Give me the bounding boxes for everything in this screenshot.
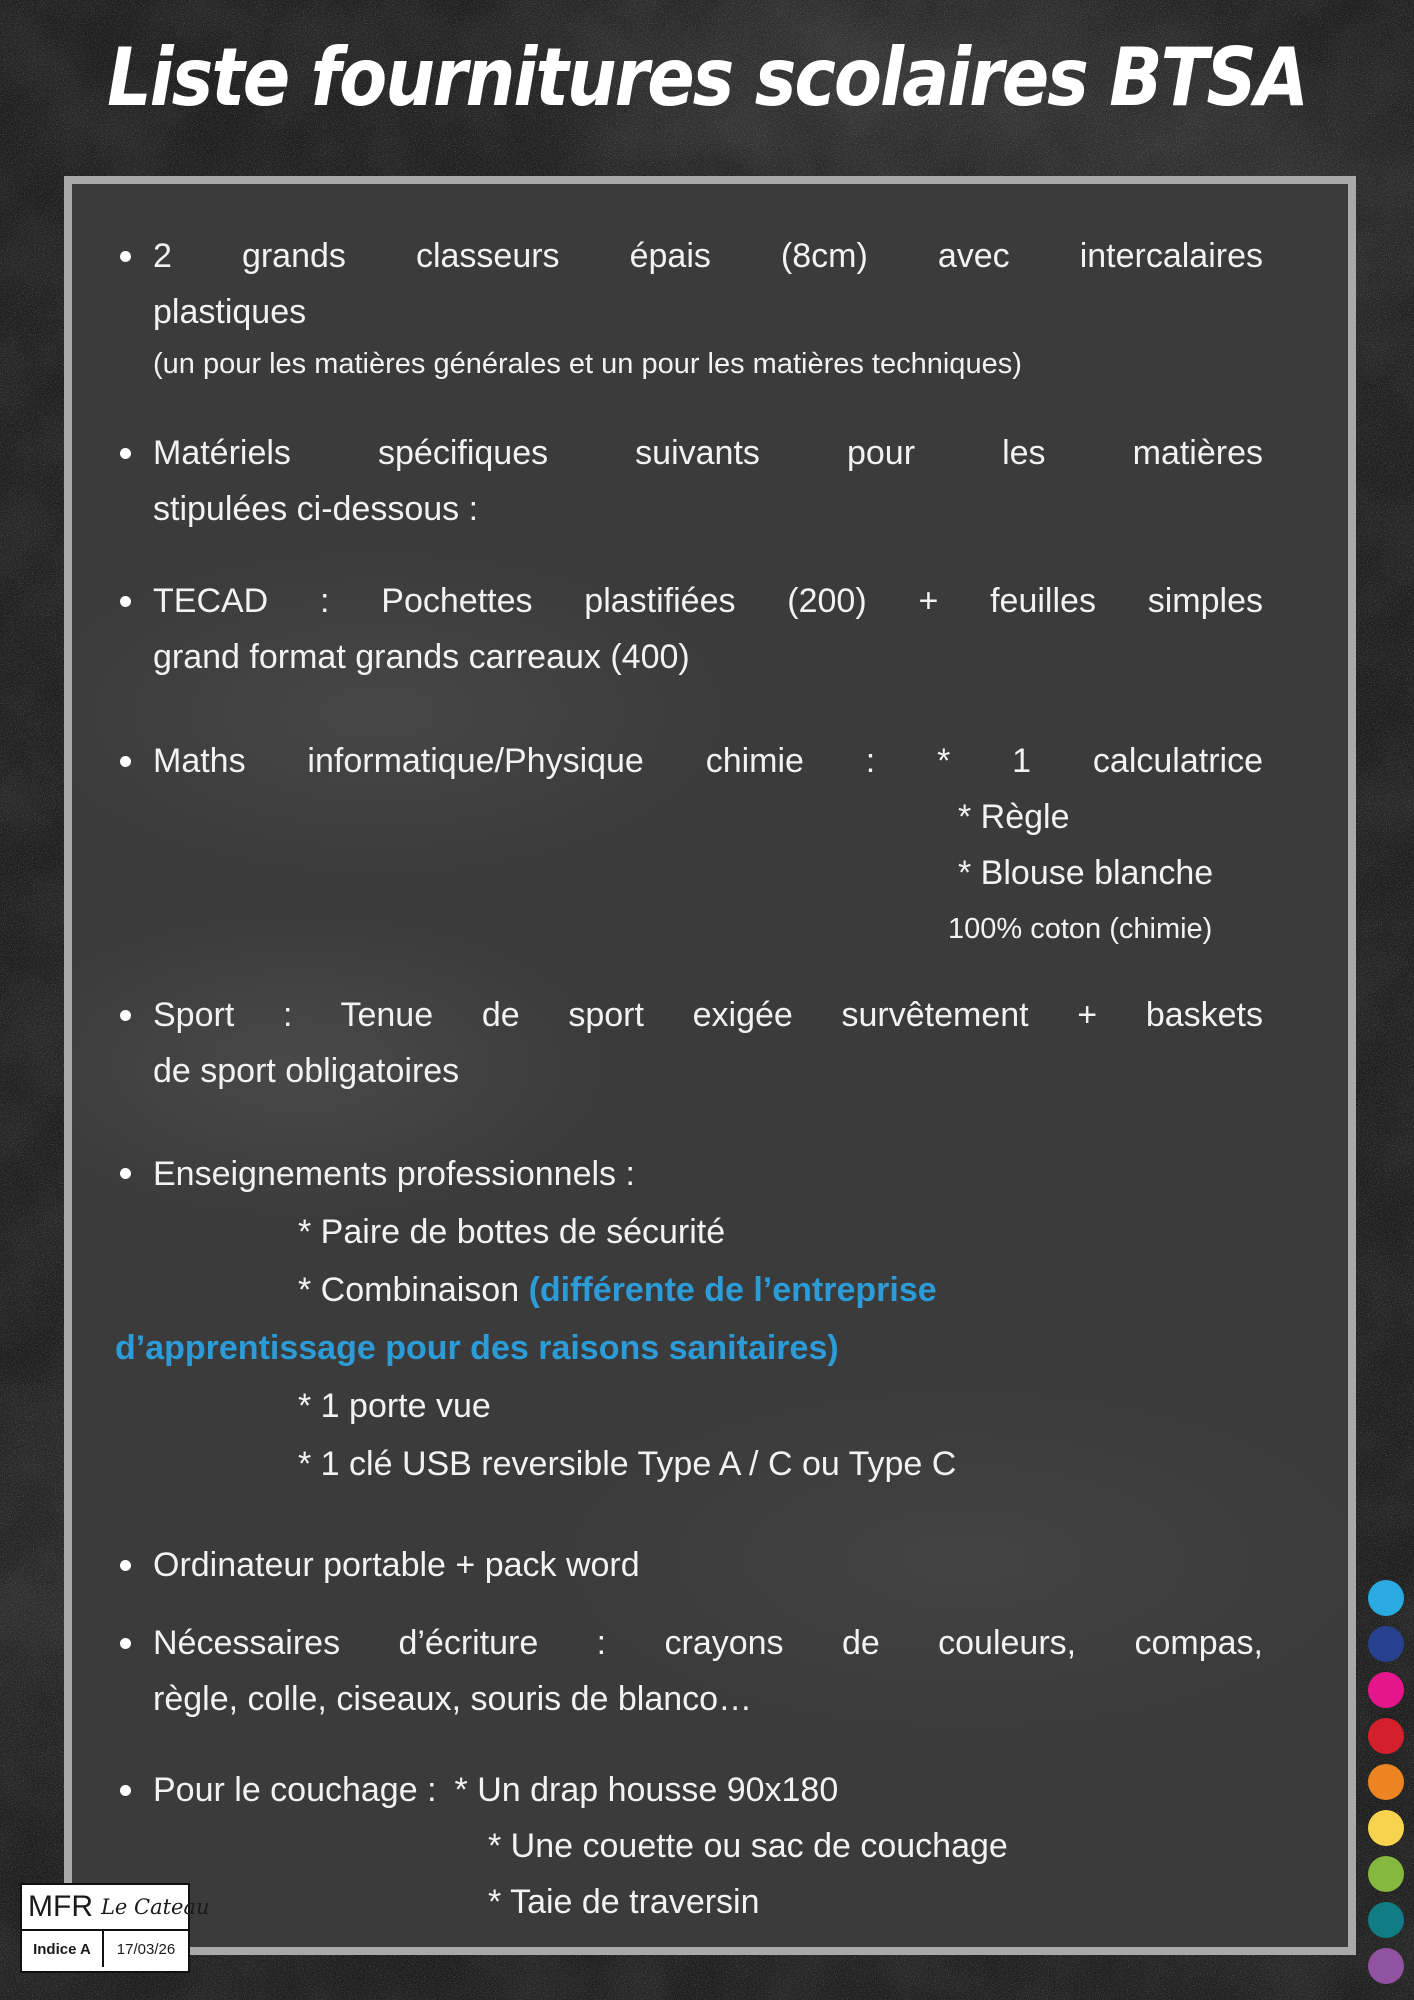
couchage-star-1: * Un drap housse 90x180 [454, 1771, 839, 1809]
color-dot [1368, 1810, 1404, 1846]
bullet-dot [120, 1785, 131, 1796]
couchage-line-1 [153, 1762, 1263, 1818]
color-dot [1368, 1626, 1404, 1662]
item-note: (un pour les matières générales et un pour les matières techniques) [153, 348, 1022, 380]
pro-blue-line: d’apprentissage pour des raisons sanitaires) [115, 1329, 839, 1367]
maths-note: 100% coton (chimie) [948, 913, 1213, 945]
pro-label: Enseignements professionnels : [153, 1155, 635, 1193]
list-item-enseignements [115, 1145, 1263, 1493]
stamp-footer [22, 1931, 188, 1967]
bullet-dot [120, 1168, 131, 1179]
pro-star-2 [153, 1261, 1263, 1319]
color-dot [1368, 1856, 1404, 1892]
item-text: stipulées ci-dessous : [153, 490, 479, 528]
pro-star-2-blue: (différente de l’entreprise [528, 1271, 937, 1309]
list-item-maths [153, 733, 1263, 957]
color-dot [1368, 1672, 1404, 1708]
color-dot [1368, 1902, 1404, 1938]
item-text: 2 grands classeurs épais (8cm) avec intercalaires [153, 237, 1263, 275]
maths-label: Maths informatique/Physique chimie : [153, 742, 876, 780]
page-title: Liste fournitures scolaires BTSA [107, 30, 1307, 125]
list-item-classeurs [153, 228, 1263, 388]
list-item-materiels [153, 425, 1263, 537]
bullet-dot [120, 448, 131, 459]
bullet-dot [120, 1638, 131, 1649]
item-text: Nécessaires d’écriture : crayons de couleurs, compas, [153, 1624, 1263, 1662]
bullet-dot [120, 251, 131, 262]
item-text: Ordinateur portable + pack word [153, 1546, 640, 1584]
couchage-star-2: * Une couette ou sac de couchage [488, 1827, 1008, 1865]
pro-star-2-white: * Combinaison [298, 1271, 529, 1309]
stamp-indice: Indice A [22, 1931, 104, 1967]
mfr-stamp [20, 1883, 210, 1973]
color-dot [1368, 1580, 1404, 1616]
item-text: grand format grands carreaux (400) [153, 638, 690, 676]
stamp-date: 17/03/26 [116, 1940, 176, 1958]
bullet-dot [120, 756, 131, 767]
list-item-sport [153, 987, 1263, 1099]
list-item-ordinateur [153, 1537, 1263, 1593]
list-item-couchage [153, 1762, 1263, 1930]
color-dot [1368, 1718, 1404, 1754]
couchage-label: Pour le couchage : [153, 1771, 437, 1809]
pro-star-1: * Paire de bottes de sécurité [298, 1213, 726, 1251]
pro-star-4: * 1 clé USB reversible Type A / C ou Type C [298, 1445, 957, 1483]
bullet-dot [120, 596, 131, 607]
bullet-dot [120, 1010, 131, 1021]
stamp-site: Le Cateau [100, 1895, 210, 1919]
item-text: Sport : Tenue de sport exigée survêtement + baskets [153, 996, 1263, 1034]
color-dot [1368, 1764, 1404, 1800]
item-text: règle, colle, ciseaux, souris de blanco… [153, 1680, 753, 1718]
item-text: Matériels spécifiques suivants pour les matières [153, 434, 1263, 472]
color-dot [1368, 1948, 1404, 1984]
maths-star-1: * 1 calculatrice [937, 742, 1263, 780]
item-text: plastiques [153, 293, 307, 331]
bullet-dot [120, 1560, 131, 1571]
supplies-board [64, 176, 1356, 1955]
item-text: TECAD : Pochettes plastifiées (200) + feuilles simples [153, 582, 1263, 620]
maths-star-3: * Blouse blanche [958, 854, 1214, 892]
stamp-org: MFR [28, 1890, 93, 1923]
list-item-tecad [153, 573, 1263, 685]
list-item-ecriture [153, 1615, 1263, 1727]
item-text [153, 733, 1263, 789]
item-text: de sport obligatoires [153, 1052, 460, 1090]
couchage-star-3: * Taie de traversin [488, 1883, 760, 1921]
stamp-header [22, 1885, 210, 1931]
maths-star-2: * Règle [958, 798, 1070, 836]
pro-star-3: * 1 porte vue [298, 1387, 491, 1425]
